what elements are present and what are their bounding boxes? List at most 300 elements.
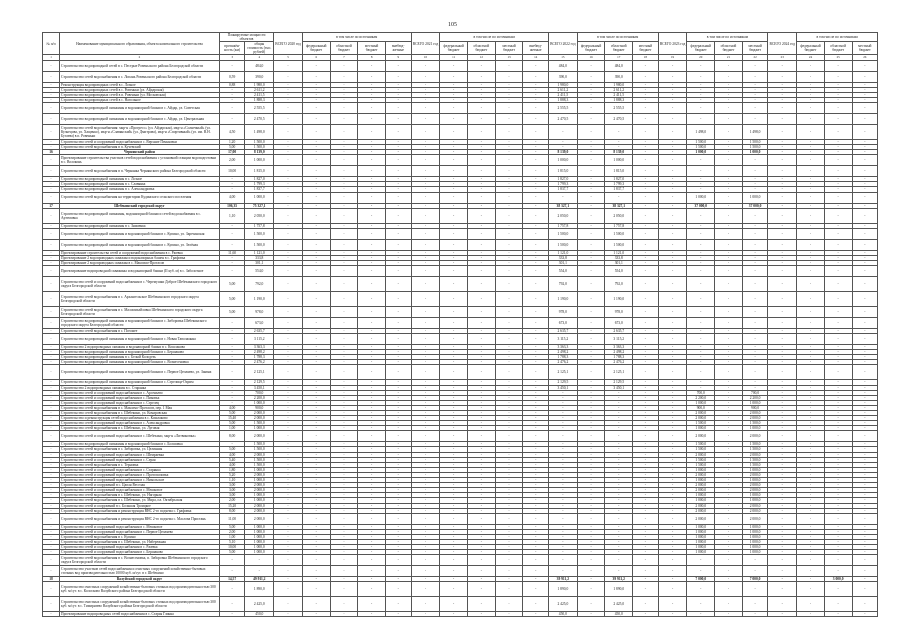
amount-cell: -: [797, 317, 825, 328]
amount-cell: -: [715, 182, 743, 187]
amount-cell: -: [768, 250, 797, 255]
amount-cell: -: [715, 239, 743, 250]
amount-cell: -: [768, 566, 797, 577]
amount-cell: -: [797, 250, 825, 255]
amount-cell: -: [824, 421, 852, 426]
row-number-cell: -: [43, 328, 60, 333]
amount-cell: -: [797, 350, 825, 355]
amount-cell: 333,8: [605, 255, 633, 260]
amount-cell: -: [302, 467, 330, 472]
object-name-cell: Строительство водопроводной скважины и водонапорной башни в с. Айдар, ул. Центральная: [60, 113, 220, 124]
amount-cell: -: [358, 431, 386, 442]
amount-cell: 1 000,0: [742, 550, 768, 555]
amount-cell: -: [852, 250, 878, 255]
length-km-cell: 1,80: [219, 467, 245, 472]
amount-cell: -: [302, 239, 330, 250]
amount-cell: -: [658, 416, 687, 421]
amount-cell: -: [687, 328, 715, 333]
amount-cell: -: [468, 534, 496, 539]
amount-cell: -: [302, 534, 330, 539]
amount-cell: -: [358, 255, 386, 260]
column-index-cell: 2: [60, 55, 220, 60]
amount-cell: -: [411, 442, 440, 447]
amount-cell: -: [852, 597, 878, 612]
amount-cell: -: [302, 457, 330, 462]
amount-cell: 484,0: [605, 60, 633, 71]
cost-cell: 700,0: [245, 390, 274, 395]
amount-cell: -: [330, 380, 358, 385]
amount-cell: -: [852, 228, 878, 239]
amount-cell: -: [797, 405, 825, 410]
amount-cell: -: [523, 534, 549, 539]
row-number-cell: -: [43, 529, 60, 534]
amount-cell: -: [468, 102, 496, 113]
amount-cell: -: [302, 612, 330, 617]
amount-cell: -: [440, 478, 468, 483]
amount-cell: 37 000,0: [687, 203, 715, 208]
amount-cell: -: [768, 385, 797, 390]
amount-cell: 1 000,0: [742, 426, 768, 431]
amount-cell: -: [330, 192, 358, 203]
amount-cell: -: [824, 360, 852, 365]
cost-cell: 1 500,0: [245, 145, 274, 150]
amount-cell: -: [358, 577, 386, 582]
amount-cell: -: [658, 566, 687, 577]
amount-cell: -: [577, 345, 605, 350]
length-km-cell: 11,00: [219, 513, 245, 524]
amount-cell: -: [633, 582, 659, 597]
amount-cell: -: [440, 555, 468, 566]
amount-cell: -: [302, 539, 330, 544]
amount-cell: -: [385, 124, 411, 139]
amount-cell: 2 000,0: [742, 431, 768, 442]
amount-cell: -: [824, 276, 852, 291]
amount-cell: -: [495, 228, 523, 239]
amount-cell: -: [852, 555, 878, 566]
amount-cell: -: [768, 582, 797, 597]
header-federal: федеральный бюджет: [577, 42, 605, 55]
amount-cell: -: [797, 513, 825, 524]
amount-cell: -: [797, 503, 825, 508]
amount-cell: -: [274, 71, 303, 82]
amount-cell: -: [358, 182, 386, 187]
amount-cell: -: [468, 462, 496, 467]
investment-table-sheet: [42, 32, 880, 617]
amount-cell: -: [824, 155, 852, 166]
amount-cell: 2 411,5: [605, 92, 633, 97]
amount-cell: -: [468, 60, 496, 71]
amount-cell: -: [495, 503, 523, 508]
object-name-cell: Строительство водопроводной скважины в с. Лозное: [60, 177, 220, 182]
amount-cell: -: [742, 223, 768, 228]
length-km-cell: -: [219, 239, 245, 250]
object-name-cell: Строительство сетей и сооружений водоснабжения в с. Ржевка: [60, 545, 220, 550]
amount-cell: -: [797, 385, 825, 390]
object-name-cell: Строительство сетей водоснабжения в с. Архангельское Шебекинского городского округа Белгородской области: [60, 291, 220, 306]
length-km-cell: -: [219, 92, 245, 97]
amount-cell: -: [440, 150, 468, 155]
amount-cell: -: [302, 597, 330, 612]
amount-cell: -: [274, 566, 303, 577]
amount-cell: -: [658, 550, 687, 555]
row-number-cell: -: [43, 97, 60, 102]
amount-cell: -: [495, 498, 523, 503]
amount-cell: 2 476,2: [605, 360, 633, 365]
object-name-cell: Строительство сетей и сооружений в с. Цапля Веселая: [60, 483, 220, 488]
object-name-cell: Строительство водопроводной скважины в с. Белый Колодезь: [60, 355, 220, 360]
amount-cell: -: [577, 87, 605, 92]
amount-cell: -: [852, 255, 878, 260]
amount-cell: -: [302, 577, 330, 582]
length-km-cell: 8,00: [219, 508, 245, 513]
cost-cell: 1 837,7: [245, 187, 274, 192]
column-index-cell: 14: [523, 55, 549, 60]
amount-cell: -: [385, 82, 411, 87]
amount-cell: -: [633, 291, 659, 306]
amount-cell: -: [797, 166, 825, 177]
amount-cell: -: [768, 113, 797, 124]
amount-cell: -: [274, 411, 303, 416]
amount-cell: -: [577, 102, 605, 113]
amount-cell: -: [577, 421, 605, 426]
amount-cell: -: [797, 365, 825, 380]
amount-cell: -: [385, 421, 411, 426]
amount-cell: -: [440, 203, 468, 208]
amount-cell: -: [687, 612, 715, 617]
cost-cell: 2 200,0: [245, 395, 274, 400]
amount-cell: -: [358, 447, 386, 452]
amount-cell: 1 980,0: [605, 82, 633, 87]
amount-cell: -: [548, 483, 577, 488]
amount-cell: -: [495, 390, 523, 395]
amount-cell: -: [577, 250, 605, 255]
header-total-2020: ВСЕГО 2020 год: [274, 33, 303, 55]
amount-cell: -: [852, 503, 878, 508]
amount-cell: 900,0: [687, 405, 715, 410]
amount-cell: -: [824, 539, 852, 544]
amount-cell: -: [768, 550, 797, 555]
amount-cell: -: [548, 498, 577, 503]
amount-cell: -: [358, 345, 386, 350]
row-number-cell: -: [43, 265, 60, 276]
amount-cell: 2 498,2: [548, 350, 577, 355]
amount-cell: -: [768, 498, 797, 503]
amount-cell: -: [577, 612, 605, 617]
amount-cell: -: [742, 87, 768, 92]
amount-cell: -: [440, 524, 468, 529]
amount-cell: -: [440, 411, 468, 416]
amount-cell: -: [358, 350, 386, 355]
row-number-cell: -: [43, 276, 60, 291]
amount-cell: -: [302, 334, 330, 345]
amount-cell: -: [523, 498, 549, 503]
length-km-cell: -: [219, 60, 245, 71]
amount-cell: -: [440, 582, 468, 597]
amount-cell: -: [824, 550, 852, 555]
object-name-cell: Проектирование 2 водопроводных скважин и водонапорных башен в с. Графовка: [60, 255, 220, 260]
object-name-cell: Строительство водопроводной скважины и водонапорной башни в с. Купино, ул. Зелёная: [60, 239, 220, 250]
amount-cell: -: [768, 102, 797, 113]
amount-cell: -: [768, 139, 797, 144]
amount-cell: -: [495, 385, 523, 390]
amount-cell: -: [523, 400, 549, 405]
amount-cell: -: [768, 182, 797, 187]
amount-cell: 1 500,0: [548, 239, 577, 250]
amount-cell: -: [385, 223, 411, 228]
amount-cell: -: [768, 82, 797, 87]
object-name-cell: Строительство водопроводных сетей в п. Ровеньки (ул. Московская): [60, 92, 220, 97]
header-local: местный бюджет: [633, 42, 659, 55]
amount-cell: -: [358, 328, 386, 333]
row-number-cell: -: [43, 124, 60, 139]
amount-cell: -: [797, 442, 825, 447]
amount-cell: -: [824, 250, 852, 255]
amount-cell: -: [523, 539, 549, 544]
row-number-cell: -: [43, 457, 60, 462]
amount-cell: -: [824, 534, 852, 539]
amount-cell: -: [852, 545, 878, 550]
amount-cell: -: [633, 182, 659, 187]
amount-cell: -: [440, 239, 468, 250]
amount-cell: -: [658, 150, 687, 155]
amount-cell: -: [797, 203, 825, 208]
amount-cell: -: [824, 467, 852, 472]
amount-cell: -: [358, 411, 386, 416]
amount-cell: -: [742, 566, 768, 577]
table-row: [43, 265, 881, 276]
amount-cell: -: [742, 239, 768, 250]
length-km-cell: 5,00: [219, 550, 245, 555]
amount-cell: -: [330, 291, 358, 306]
amount-cell: -: [440, 467, 468, 472]
amount-cell: -: [440, 534, 468, 539]
amount-cell: -: [468, 192, 496, 203]
amount-cell: -: [658, 124, 687, 139]
amount-cell: -: [852, 442, 878, 447]
amount-cell: -: [302, 192, 330, 203]
amount-cell: -: [302, 355, 330, 360]
amount-cell: -: [577, 452, 605, 457]
amount-cell: -: [633, 250, 659, 255]
amount-cell: -: [523, 467, 549, 472]
amount-cell: -: [658, 97, 687, 102]
cost-cell: 2 635,7: [245, 328, 274, 333]
amount-cell: -: [495, 421, 523, 426]
amount-cell: -: [411, 390, 440, 395]
amount-cell: 2 611,2: [605, 87, 633, 92]
amount-cell: -: [548, 524, 577, 529]
amount-cell: -: [302, 550, 330, 555]
amount-cell: -: [824, 92, 852, 97]
amount-cell: -: [852, 385, 878, 390]
amount-cell: -: [577, 503, 605, 508]
amount-cell: 1 500,0: [687, 442, 715, 447]
amount-cell: -: [411, 421, 440, 426]
cost-cell: 1 000,0: [245, 155, 274, 166]
amount-cell: -: [577, 150, 605, 155]
amount-cell: -: [274, 539, 303, 544]
amount-cell: 2 000,0: [742, 416, 768, 421]
amount-cell: -: [577, 92, 605, 97]
amount-cell: -: [440, 529, 468, 534]
amount-cell: -: [715, 539, 743, 544]
amount-cell: -: [411, 317, 440, 328]
cost-cell: 1 500,0: [245, 447, 274, 452]
amount-cell: -: [302, 177, 330, 182]
row-number-cell: -: [43, 228, 60, 239]
cost-cell: 2 555,5: [245, 102, 274, 113]
amount-cell: 3 363,3: [548, 345, 577, 350]
amount-cell: -: [385, 457, 411, 462]
amount-cell: -: [577, 472, 605, 477]
amount-cell: -: [742, 612, 768, 617]
amount-cell: -: [274, 400, 303, 405]
amount-cell: -: [385, 582, 411, 597]
amount-cell: -: [824, 265, 852, 276]
amount-cell: 37 000,0: [742, 203, 768, 208]
amount-cell: 1 121,0: [548, 250, 577, 255]
amount-cell: -: [548, 529, 577, 534]
amount-cell: -: [468, 395, 496, 400]
amount-cell: -: [440, 192, 468, 203]
amount-cell: -: [468, 452, 496, 457]
amount-cell: -: [715, 97, 743, 102]
amount-cell: -: [274, 421, 303, 426]
amount-cell: -: [358, 597, 386, 612]
amount-cell: -: [330, 421, 358, 426]
amount-cell: -: [358, 187, 386, 192]
amount-cell: -: [797, 87, 825, 92]
amount-cell: -: [633, 421, 659, 426]
amount-cell: -: [302, 365, 330, 380]
amount-cell: -: [302, 166, 330, 177]
amount-cell: -: [715, 498, 743, 503]
header-total-2022: ВСЕГО 2022 год: [548, 33, 577, 55]
amount-cell: -: [797, 462, 825, 467]
amount-cell: -: [523, 82, 549, 87]
amount-cell: -: [658, 223, 687, 228]
amount-cell: -: [274, 355, 303, 360]
amount-cell: -: [302, 182, 330, 187]
amount-cell: -: [852, 150, 878, 155]
object-name-cell: Строительство водопроводных сетей в с. Ровеньки (ул. Айдарская): [60, 87, 220, 92]
amount-cell: -: [768, 255, 797, 260]
amount-cell: -: [768, 545, 797, 550]
amount-cell: -: [577, 350, 605, 355]
amount-cell: -: [797, 291, 825, 306]
amount-cell: -: [523, 411, 549, 416]
row-number-cell: -: [43, 380, 60, 385]
amount-cell: -: [385, 416, 411, 421]
amount-cell: -: [274, 82, 303, 87]
amount-cell: -: [440, 82, 468, 87]
amount-cell: -: [658, 395, 687, 400]
amount-cell: -: [768, 228, 797, 239]
amount-cell: -: [274, 447, 303, 452]
amount-cell: -: [633, 360, 659, 365]
row-number-cell: -: [43, 255, 60, 260]
amount-cell: -: [687, 334, 715, 345]
amount-cell: -: [440, 260, 468, 265]
amount-cell: -: [687, 260, 715, 265]
length-km-cell: 5,00: [219, 291, 245, 306]
amount-cell: -: [824, 345, 852, 350]
amount-cell: -: [274, 513, 303, 524]
cost-cell: 1 799,3: [245, 182, 274, 187]
amount-cell: -: [633, 426, 659, 431]
amount-cell: 2 000,0: [687, 508, 715, 513]
amount-cell: -: [440, 223, 468, 228]
amount-cell: -: [495, 60, 523, 71]
amount-cell: -: [411, 411, 440, 416]
amount-cell: -: [797, 524, 825, 529]
amount-cell: -: [330, 223, 358, 228]
amount-cell: -: [658, 192, 687, 203]
amount-cell: -: [468, 208, 496, 223]
amount-cell: -: [523, 452, 549, 457]
amount-cell: -: [715, 426, 743, 431]
length-km-cell: 5,00: [219, 411, 245, 416]
amount-cell: -: [548, 139, 577, 144]
amount-cell: -: [852, 192, 878, 203]
amount-cell: -: [274, 208, 303, 223]
amount-cell: -: [468, 139, 496, 144]
amount-cell: -: [411, 508, 440, 513]
length-km-cell: -: [219, 612, 245, 617]
amount-cell: -: [411, 345, 440, 350]
amount-cell: -: [715, 365, 743, 380]
amount-cell: -: [523, 155, 549, 166]
amount-cell: -: [411, 513, 440, 524]
amount-cell: -: [548, 508, 577, 513]
amount-cell: -: [523, 345, 549, 350]
amount-cell: -: [633, 467, 659, 472]
cost-cell: 554,0: [245, 265, 274, 276]
amount-cell: -: [715, 472, 743, 477]
amount-cell: -: [385, 255, 411, 260]
object-name-cell: Строительство водопроводной скважины и водонапорной башни в с. Бершаково: [60, 350, 220, 355]
amount-cell: -: [658, 145, 687, 150]
amount-cell: -: [605, 452, 633, 457]
cost-cell: 2 000,0: [245, 508, 274, 513]
amount-cell: -: [468, 113, 496, 124]
amount-cell: -: [495, 182, 523, 187]
amount-cell: -: [824, 317, 852, 328]
amount-cell: -: [411, 328, 440, 333]
amount-cell: -: [548, 488, 577, 493]
object-name-cell: Строительство водопроводной скважины, водонапорной башни и сетей водоснабжения в с. Артемовка: [60, 208, 220, 223]
amount-cell: -: [274, 60, 303, 71]
amount-cell: -: [330, 102, 358, 113]
amount-cell: -: [605, 421, 633, 426]
amount-cell: -: [523, 488, 549, 493]
amount-cell: 301,1: [548, 260, 577, 265]
amount-cell: -: [523, 60, 549, 71]
amount-cell: -: [742, 71, 768, 82]
column-index-cell: 4: [245, 55, 274, 60]
amount-cell: -: [274, 493, 303, 498]
column-index-cell: 5: [274, 55, 303, 60]
amount-cell: -: [330, 355, 358, 360]
cost-cell: 3 363,3: [245, 345, 274, 350]
amount-cell: -: [768, 177, 797, 182]
amount-cell: -: [358, 155, 386, 166]
cost-cell: 2 425,0: [245, 597, 274, 612]
amount-cell: -: [385, 612, 411, 617]
amount-cell: -: [768, 87, 797, 92]
row-number-cell: -: [43, 416, 60, 421]
amount-cell: -: [824, 498, 852, 503]
